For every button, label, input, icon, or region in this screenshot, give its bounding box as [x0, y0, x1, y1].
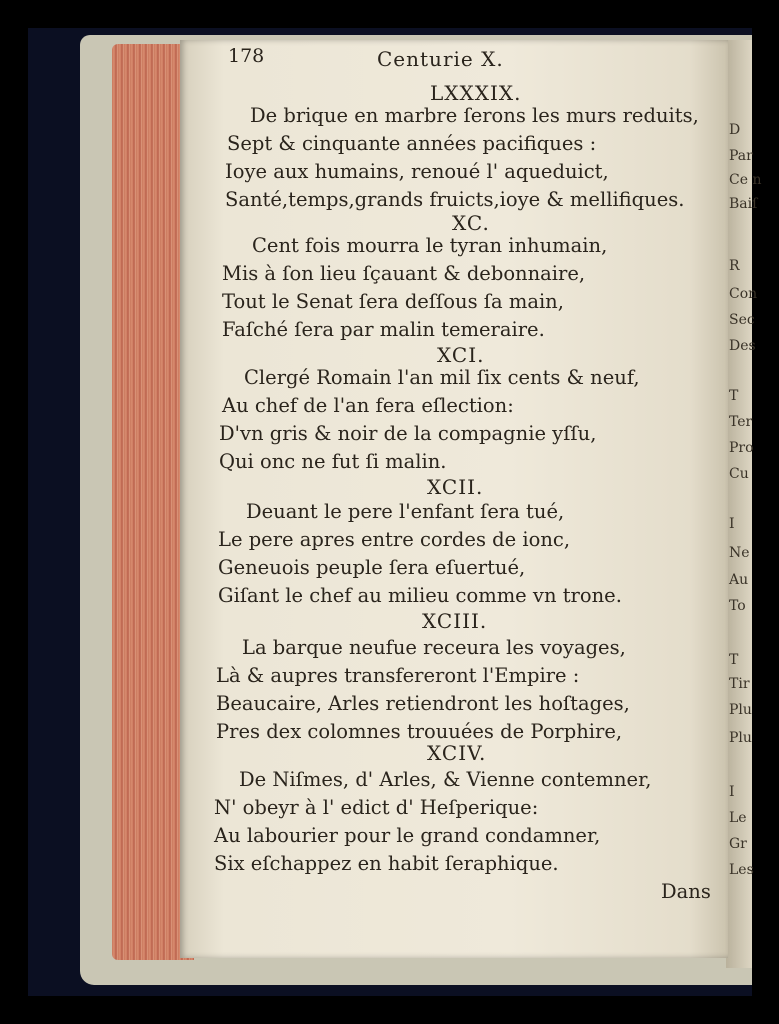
verse-line: Beaucaire, Arles retiendront les hoſtages,: [216, 692, 630, 715]
verse-line: Giſant le chef au milieu comme vn trone.: [218, 584, 622, 607]
facing-fragment: D: [729, 122, 741, 138]
facing-fragment: Par: [729, 148, 753, 164]
facing-fragment: Pro: [729, 440, 754, 456]
verse-line: Sept & cinquante années pacifiques :: [227, 132, 597, 155]
facing-fragment: Baiſ: [729, 196, 758, 212]
facing-fragment: Au: [729, 572, 749, 588]
verse-line: Ioye aux humains, renoué l' aqueduict,: [225, 160, 609, 183]
verse-line: Geneuois peuple ſera eſuertué,: [218, 556, 526, 579]
quatrain-numeral: XCI.: [437, 343, 485, 367]
quatrain-numeral: XCII.: [427, 475, 484, 499]
verse-line: Faſché ſera par malin temeraire.: [222, 318, 545, 341]
facing-fragment: Les: [729, 862, 754, 878]
verse-line: Santé,temps,grands fruicts,ioye & mellifiques.: [225, 188, 685, 211]
verse-line: Au chef de l'an fera eſlection:: [222, 394, 514, 417]
verse-line: Clergé Romain l'an mil ſix cents & neuf,: [244, 366, 640, 389]
facing-fragment: R: [729, 258, 740, 274]
facing-fragment: Con: [729, 286, 758, 302]
facing-fragment: Tir: [729, 676, 750, 692]
verse-line: D'vn gris & noir de la compagnie yſſu,: [219, 422, 597, 445]
facing-page-edge: [726, 40, 762, 968]
facing-fragment: I: [729, 784, 735, 800]
bottom-frame: [0, 996, 779, 1024]
verse-line: N' obeyr à l' edict d' Heſperique:: [214, 796, 539, 819]
facing-fragment: Plu: [729, 702, 752, 718]
verse-line: Cent fois mourra le tyran inhumain,: [252, 234, 608, 257]
facing-fragment: T: [729, 388, 739, 404]
catchword: Dans: [661, 880, 711, 903]
quatrain-numeral: XC.: [452, 211, 490, 235]
verse-line: La barque neufue receura les voyages,: [242, 636, 626, 659]
verse-line: Au labourier pour le grand condamner,: [214, 824, 601, 847]
quatrain-numeral: XCIV.: [427, 741, 487, 765]
verse-line: Qui onc ne fut ſi malin.: [219, 450, 447, 473]
quatrain-numeral: XCIII.: [422, 609, 488, 633]
page-number: 178: [228, 45, 265, 67]
verse-line: Là & aupres transfereront l'Empire :: [216, 664, 580, 687]
verse-line: De brique en marbre ſerons les murs reduits,: [250, 104, 699, 127]
facing-fragment: I: [729, 516, 735, 532]
verse-line: Deuant le pere l'enfant ſera tué,: [246, 500, 565, 523]
facing-fragment: Ne: [729, 545, 750, 561]
running-title: Centurie X.: [377, 47, 504, 71]
facing-fragment: Plu: [729, 730, 752, 746]
facing-fragment: Cu: [729, 466, 749, 482]
verse-line: Pres dex colomnes trouuées de Porphire,: [216, 720, 623, 743]
facing-fragment: To: [729, 598, 746, 614]
facing-fragment: Ce n: [729, 172, 762, 188]
facing-fragment: T: [729, 652, 739, 668]
facing-fragment: Sec: [729, 312, 755, 328]
facing-fragment: Des: [729, 338, 756, 354]
quatrain-numeral: LXXXIX.: [430, 81, 522, 105]
verse-line: Mis à ſon lieu ſçauant & debonnaire,: [222, 262, 586, 285]
facing-fragment: Le: [729, 810, 747, 826]
verse-line: Tout le Senat ſera deſſous ſa main,: [222, 290, 564, 313]
verse-line: De Niſmes, d' Arles, & Vienne contemner,: [239, 768, 652, 791]
verse-line: Le pere apres entre cordes de ionc,: [218, 528, 571, 551]
verse-line: Six eſchappez en habit ſeraphique.: [214, 852, 559, 875]
facing-fragment: Ter: [729, 414, 753, 430]
facing-fragment: Gr: [729, 836, 747, 852]
